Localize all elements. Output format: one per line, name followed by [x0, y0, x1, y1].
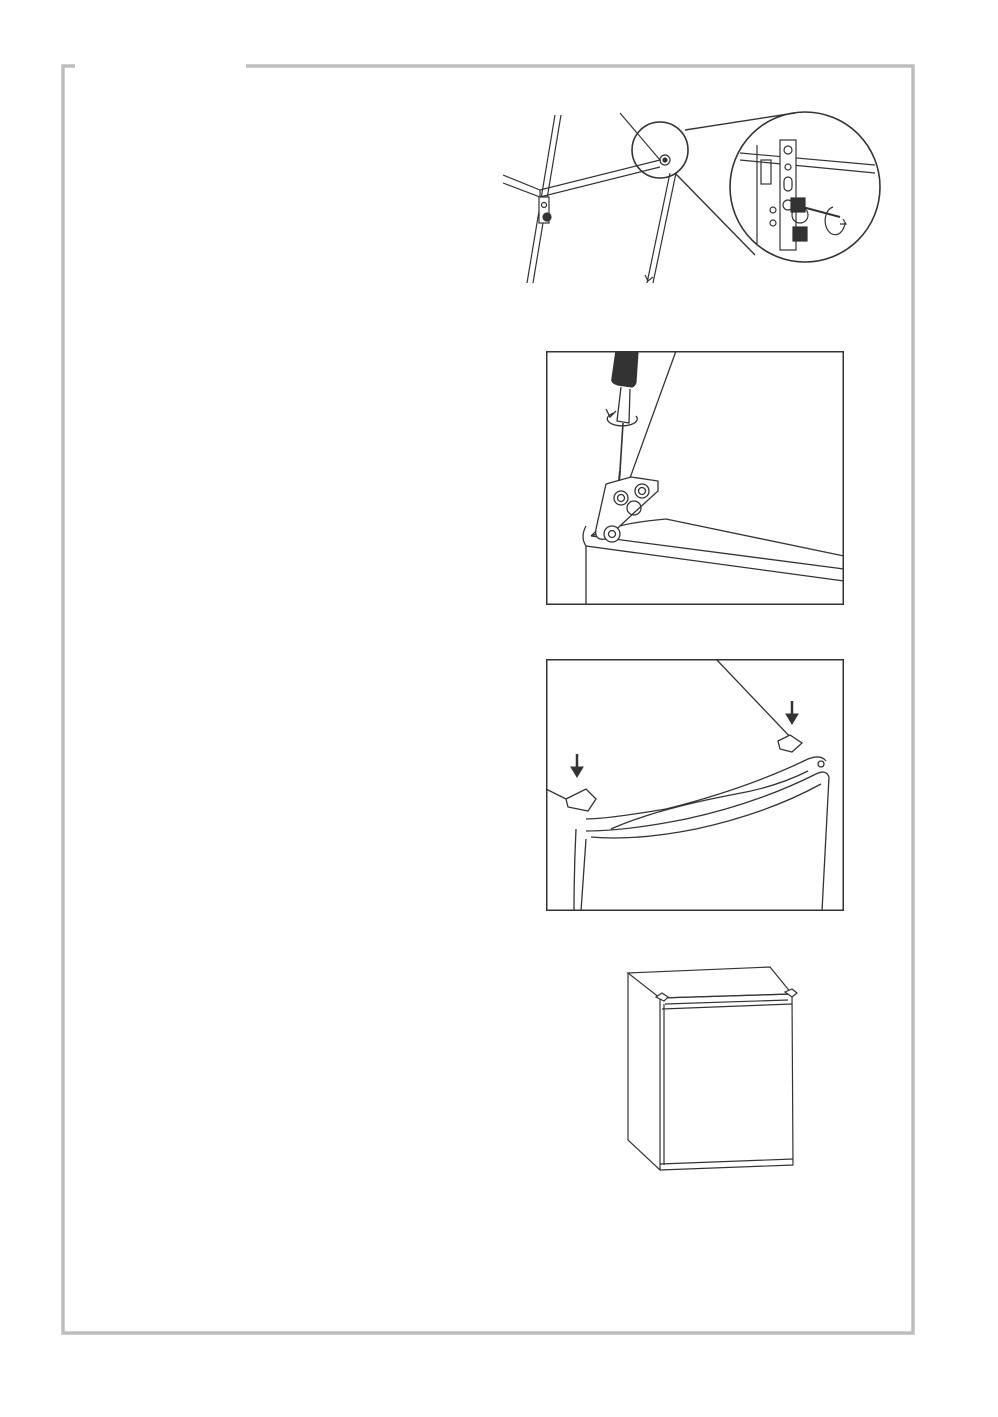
- cabinet-outline: [503, 113, 660, 190]
- rotate-arrow-icon: [825, 207, 845, 235]
- figure-hinge-cover-caps: [546, 659, 844, 911]
- figure-hinge-bracket-adjust: [495, 105, 885, 285]
- magnifier-circle-icon: [632, 112, 880, 262]
- figure-assembled-fridge: [620, 960, 810, 1180]
- hinge-bracket-icon: [539, 197, 551, 223]
- fridge-icon: [628, 967, 797, 1170]
- figure-top-hinge-screwing: [546, 351, 844, 605]
